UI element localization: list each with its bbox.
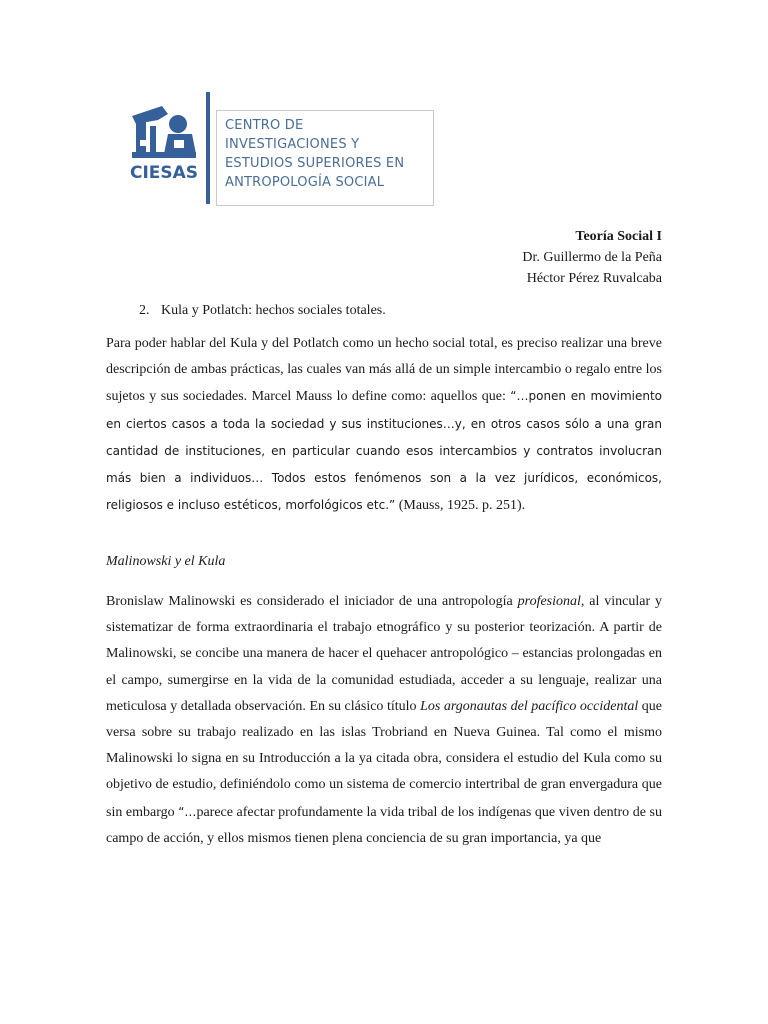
paragraph-intro — [106, 331, 662, 519]
logo-line-1: CENTRO DE — [225, 118, 304, 133]
emblem-label: CIESAS — [129, 163, 199, 183]
logo-divider — [206, 92, 210, 204]
mauss-quote: “…ponen en movimiento en ciertos casos a toda la sociedad y sus instituciones…y, en otros casos sólo a una gran cantidad de instituciones, en particular cuando esos intercambios y contratos involucran más bien a individuos… Todos estos fenómenos son a la vez jurídicos, económicos, religiosos e incluso estéticos, morfológicos etc.” — [106, 389, 662, 513]
subsection-title: Malinowski y el Kula — [106, 554, 226, 569]
logo-text-box — [216, 110, 434, 206]
p2-part4: parece afectar profundamente la vida tribal de los indígenas que viven dentro de su campo de acción, y ellos mismos tienen plena conciencia de su gran importancia, ya que — [106, 804, 662, 846]
p2-part3: que versa sobre su trabajo realizado en las islas Trobriand en Nueva Guinea. Tal como el mismo Malinowski lo signa en su Introducción a la ya citada obra, considera el estudio del Kula como su objetivo de estudio, definiéndolo como un sistema de comercio intertribal de gran envergadura que sin embargo — [106, 698, 662, 820]
paragraph-malinowski — [106, 589, 662, 852]
institution-logo — [128, 92, 440, 210]
professor-name: Dr. Guillermo de la Peña — [522, 250, 662, 265]
section-heading — [141, 301, 386, 321]
section-number: 2. — [139, 303, 150, 318]
author-name: Héctor Pérez Ruvalcaba — [526, 271, 662, 286]
section-title: Kula y Potlatch: hechos sociales totales. — [161, 303, 386, 318]
p2-part2: , al vincular y sistematizar de forma extraordinaria el trabajo etnográfico y su posterior teorización. A partir de Malinowski, se concibe una manera de hacer el quehacer antropológico – estancias prolongadas en el campo, sumergirse en la vida de la comunidad estudiada, acceder a su lenguaje, realizar una meticulosa y detallada observación. En su clásico título — [106, 594, 662, 714]
p2-quote-open: “… — [178, 804, 197, 819]
logo-line-2: INVESTIGACIONES Y — [225, 137, 360, 152]
paragraph-intro-text: Para poder hablar del Kula y del Potlatch como un hecho social total, es preciso realizar una breve descripción de ambas prácticas, las cuales van más allá de un simple intercambio o regalo entre los sujetos y sus sociedades. Marcel Mauss lo define como: aquellos que: — [106, 336, 662, 405]
course-title: Teoría Social I — [575, 229, 662, 244]
p2-book-title: Los argonautas del pacífico occidental — [420, 698, 639, 714]
logo-line-3: ESTUDIOS SUPERIORES EN — [225, 156, 405, 171]
logo-line-4: ANTROPOLOGÍA SOCIAL — [225, 175, 385, 190]
mauss-citation: (Mauss, 1925. p. 251). — [395, 498, 526, 514]
document-header — [522, 226, 662, 289]
ciesas-emblem — [128, 102, 200, 184]
p2-emphasis-profesional: profesional — [517, 594, 581, 609]
p2-part1: Bronislaw Malinowski es considerado el iniciador de una antropología — [106, 594, 518, 609]
